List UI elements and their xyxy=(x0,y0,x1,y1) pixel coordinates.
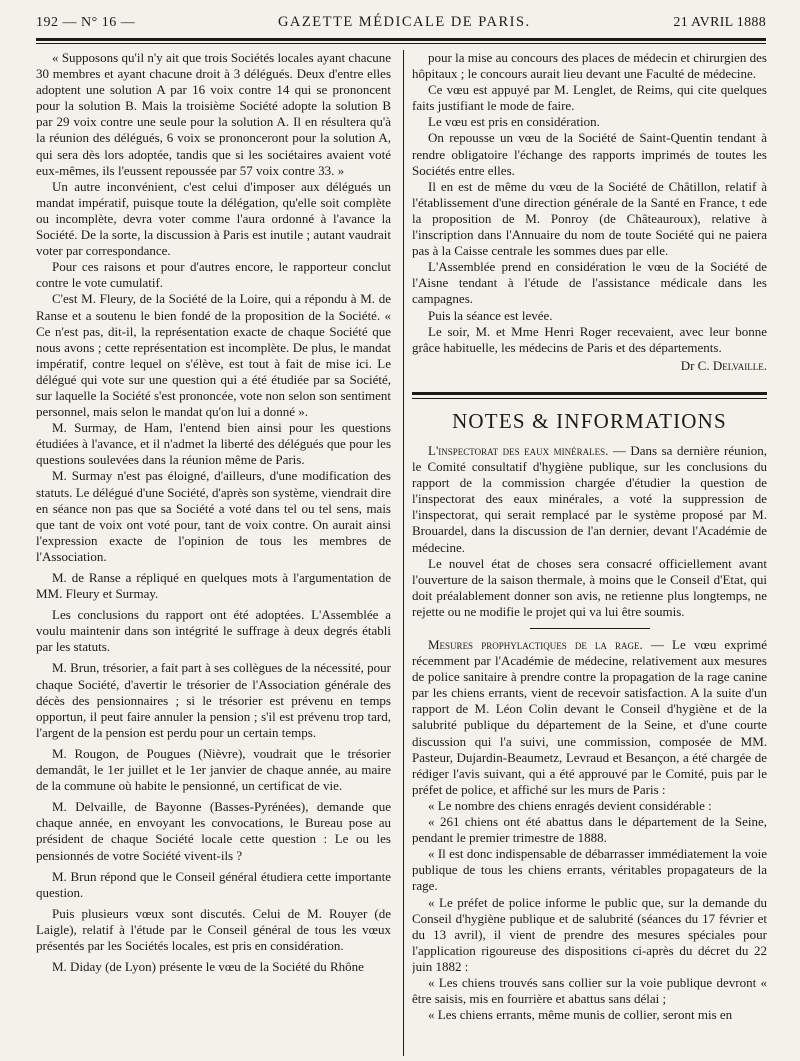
header-rule-thin xyxy=(36,43,766,44)
paragraph: « Supposons qu'il n'y ait que trois Sociétés locales ayant chacune 30 membres et ayant chacune droit à 3 délégués. Deux d'entre elles adoptent une solution A par 16 voix contre 14 qui se prononcent pour la solution B. Mais la troisième Société adopte la solution B par 29 voix contre une seule pour la solution A. Il en résultera qu'à la réunion des délégués, 6 voix se prononceront pour la solution A, qui sera dès lors adoptée, tandis que si les sociétaires avaient voté eux-mêmes, ils l'eussent repoussée par 57 voix contre 33. » xyxy=(36,50,391,178)
running-header xyxy=(36,14,766,34)
signature-name: Delvaille. xyxy=(712,357,767,373)
section-title: NOTES & INFORMATIONS xyxy=(452,408,727,433)
quoted-paragraph: « Le préfet de police informe le public que, sur la demande du Conseil d'hygiène publique et de salubrité (séances du 17 février et du 13 avril), il vient de prendre des mesures spéciales pour l'application rigoureuse des dispositions ci-après du décret du 22 juin 1882 : xyxy=(412,894,767,974)
item-divider xyxy=(530,628,650,629)
quoted-paragraph: « Les chiens trouvés sans collier sur la voie publique devront « être saisis, mis en fourrière et abattus sans délai ; xyxy=(412,974,767,1007)
paragraph: Un autre inconvénient, c'est celui d'imposer aux délégués un mandat impératif, puisque toute la délégation, qu'elle soit complète ou incomplète, devra voter comme l'aura ordonné à l'avance la Société. De la sorte, la discussion à Paris est inutile ; autant vaudrait voter par correspondance. xyxy=(36,178,391,259)
paragraph: M. Brun répond que le Conseil général étudiera cette importante question. xyxy=(36,868,391,900)
paragraph: Le soir, M. et Mme Henri Roger recevaient, avec leur bonne grâce habituelle, les médecins de Paris et des départements. xyxy=(412,323,767,355)
paragraph: Ce vœu est appuyé par M. Lenglet, de Reims, qui cite quelques faits justifiant le mode de faire. xyxy=(412,82,767,114)
paragraph: M. de Ranse a répliqué en quelques mots à l'argumentation de MM. Fleury et Surmay. xyxy=(36,570,391,602)
news-item xyxy=(412,637,767,798)
paragraph: M. Surmay n'est pas éloigné, d'ailleurs, d'une modification des statuts. Le délégué d'une Société, d'après son système, viendrait dire en séance non pas que sa Société a voté dans tel ou tel sens, mais que tant de voix ont voté pour, tant de voix contre. On aurait ainsi l'expression exacte de l'opinion de tous les membres de l'Association. xyxy=(36,468,391,564)
page-number: 192 — N° 16 — xyxy=(36,15,136,30)
section-rule-thin xyxy=(412,398,767,399)
paragraph: Puis plusieurs vœux sont discutés. Celui de M. Rouyer (de Laigle), relatif à l'étude par le Conseil général de tous les vœux présentés par les Sociétés locales, est pris en considération. xyxy=(36,905,391,953)
paragraph: L'Assemblée prend en considération le vœu de la Société de l'Aisne tendant à l'étude de l'assistance médicale dans les campagnes. xyxy=(412,259,767,307)
news-item-body: — Le vœu exprimé récemment par l'Académie de médecine, relativement aux mesures de police sanitaire à prendre contre la propagation de la rage canine par les chiens errants, vient de recevoir satisfaction. A la suite d'un rapport de M. Léon Colin devant le Conseil d'hygiène et de la salubrité publique du département de la Seine, et d'une courte discussion qui l'a suivi, une commission, composée de MM. Pasteur, Dujardin-Beaumetz, Levraud et Besançon, a été chargée de rédiger l'avis suivant, qui a été approuvé par le Comité, puis par le préfet de police, et affiché sur les murs de Paris : xyxy=(412,637,767,797)
quoted-paragraph: « Il est donc indispensable de débarrasser immédiatement la voie publique de tous les chiens errants, véritables propagateurs de la rage. xyxy=(412,846,767,894)
news-item-heading: L'inspectorat des eaux minérales. xyxy=(428,442,609,458)
paragraph: C'est M. Fleury, de la Société de la Loire, qui a répondu à M. de Ranse et a soutenu le bien fondé de la proposition de la Société. « Ce n'est pas, dit-il, la représentation exacte de chaque Société que nous avons ; cette représentation est incomplète. De plus, le mandat impératif, contre lequel on s'élève, est tout à fait de mise ici. Le délégué qui vote sur une question qui a été étudiée par sa Société, sur laquelle la Société s'est prononcée, vote non selon son sentiment personnel, mais selon le mandat qu'on lui a donné ». xyxy=(36,291,391,420)
paragraph: pour la mise au concours des places de médecin et chirurgien des hôpitaux ; le concours aurait lieu devant une Faculté de médecine. xyxy=(412,50,767,82)
paragraph: M. Delvaille, de Bayonne (Basses-Pyrénées), demande que chaque année, en envoyant les convocations, le Bureau pose au président de chaque Société locale cette question : Le ou les pensionnés de votre Société vivent-ils ? xyxy=(36,799,391,863)
issue-date: 21 AVRIL 1888 xyxy=(673,15,766,30)
left-column xyxy=(36,50,391,1060)
column-separator xyxy=(403,50,404,1056)
paragraph: M. Rougon, de Pougues (Nièvre), voudrait que le trésorier demandât, le 1er juillet et le 1er janvier de chaque année, au maire de la commune où habite le pensionné, un certificat de vie. xyxy=(36,745,391,794)
signature xyxy=(412,358,767,374)
paragraph: Pour ces raisons et pour d'autres encore, le rapporteur conclut contre le vote cumulatif. xyxy=(36,259,391,291)
news-item-body: — Dans sa dernière réunion, le Comité consultatif d'hygiène publique, sur les conclusions du rapport de la commission chargée d'étudier la question de l'inspectorat des eaux minérales, a voté la suppression de l'inspectorat, qui serait remplacé par le système proposé par M. Brouardel, dans la discussion de l'an dernier, devant l'Académie de médecine. xyxy=(412,442,767,555)
paragraph: Les conclusions du rapport ont été adoptées. L'Assemblée a voulu maintenir dans son intégrité le suffrage à deux degrés établi par les statuts. xyxy=(36,607,391,655)
paragraph: Le vœu est pris en considération. xyxy=(428,114,600,130)
section-rule-thick xyxy=(412,392,767,395)
quoted-paragraph: « Les chiens errants, même munis de collier, seront mis en xyxy=(428,1007,733,1023)
signature-prefix: Dr C. xyxy=(680,357,713,373)
paragraph: On repousse un vœu de la Société de Saint-Quentin tendant à rendre obligatoire l'échange des rapports imprimés de toutes les Sociétés entre elles. xyxy=(412,130,767,178)
paragraph: Le nouvel état de choses sera consacré officiellement avant l'ouverture de la saison thermale, à moins que le Conseil d'Etat, qui doit préalablement donner son avis, ne retienne plus longtemps, ne rejette ou ne modifie le projet qui va lui être soumis. xyxy=(412,555,767,619)
paragraph: M. Diday (de Lyon) présente le vœu de la Société du Rhône xyxy=(52,959,364,975)
quoted-paragraph: « 261 chiens ont été abattus dans le département de la Seine, pendant le premier trimestre de 1888. xyxy=(412,814,767,846)
paragraph: Puis la séance est levée. xyxy=(428,307,553,323)
quoted-paragraph: « Le nombre des chiens enragés devient considérable : xyxy=(428,797,712,813)
right-column xyxy=(412,50,767,1060)
news-item-heading: Mesures prophylactiques de la rage. xyxy=(428,637,643,652)
paragraph: Il en est de même du vœu de la Société de Châtillon, relatif à l'établissement d'une direction générale de la Santé en France, t ede la proposition de M. Ponroy (de Châteauroux), relative à l'inscription dans l'Annuaire du nom de toute Société qui ne paiera pas à la Caisse centrale les sommes dues par elle. xyxy=(412,178,767,259)
paragraph: M. Brun, trésorier, a fait part à ses collègues de la nécessité, pour chaque Société, d'avertir le trésorier de l'Association générale des décès des pensionnaires ; si le trésorier est prévenu en temps opportun, il peut faire annuler la pension ; s'il est prévenu trop tard, l'argent de la pension est perdu pour un certain temps. xyxy=(36,660,391,740)
journal-title: GAZETTE MÉDICALE DE PARIS. xyxy=(277,14,531,30)
paragraph: M. Surmay, de Ham, l'entend bien ainsi pour les questions étudiées à l'avance, et il n'admet la liberté des délégués que pour les questions soulevées dans la réunion même de Paris. xyxy=(36,420,391,468)
header-rule-thick xyxy=(36,38,766,41)
news-item xyxy=(412,443,767,556)
